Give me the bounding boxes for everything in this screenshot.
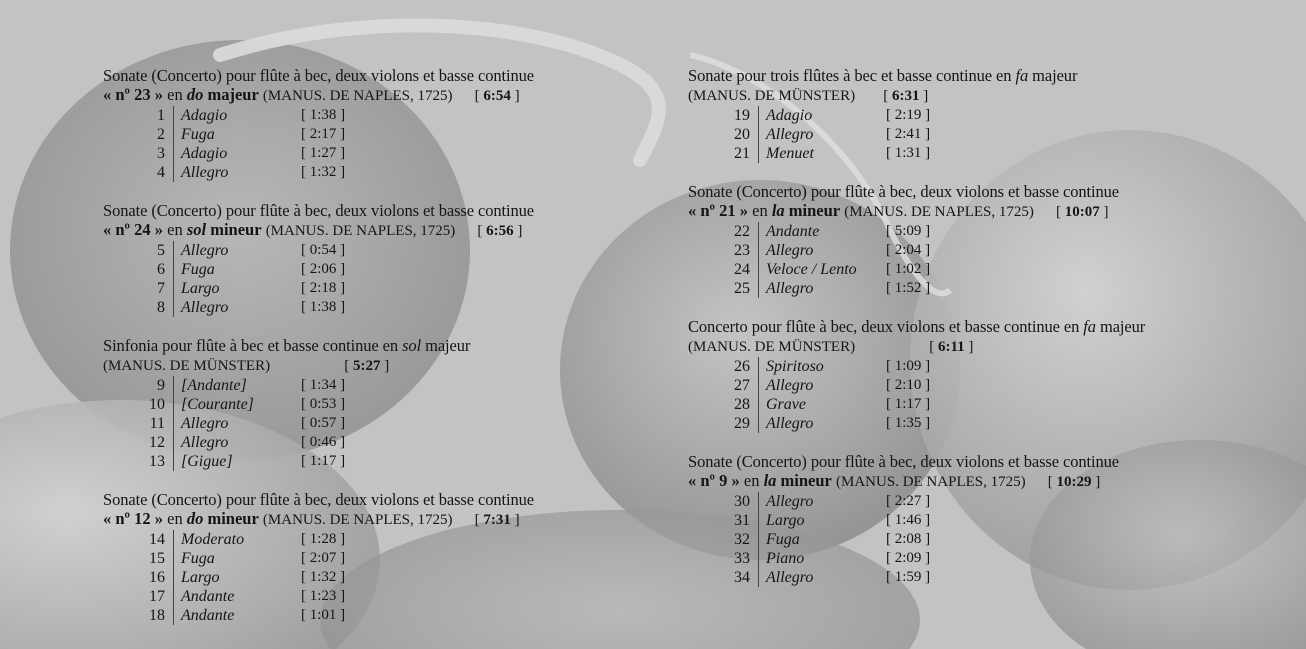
track-duration: [ 2:04 ]	[886, 242, 931, 258]
track-number: 26	[734, 357, 750, 375]
track-movement: Allegro	[173, 433, 301, 452]
track-movement: Adagio	[173, 106, 301, 125]
track-duration: [ 1:09 ]	[886, 358, 931, 374]
track-number: 27	[734, 376, 750, 394]
track-number: 21	[734, 144, 750, 162]
track-duration: [ 1:35 ]	[886, 415, 931, 431]
track-movement: Allegro	[758, 492, 886, 511]
work-title-key: fa	[1015, 66, 1029, 85]
work-source: (MANUS. DE MÜNSTER)	[688, 339, 856, 355]
track-movement: Adagio	[758, 106, 886, 125]
work-en: en	[743, 471, 764, 490]
right-column	[688, 66, 1145, 606]
track-duration: [ 1:38 ]	[301, 299, 346, 315]
work-concerto-fa	[688, 317, 1145, 433]
track-row	[103, 549, 534, 568]
track-row	[688, 530, 1145, 549]
track-number: 12	[149, 433, 165, 451]
work-duration: [ 10:29 ]	[1047, 474, 1101, 490]
track-duration: [ 1:23 ]	[301, 588, 346, 604]
track-movement: Fuga	[758, 530, 886, 549]
track-duration: [ 1:01 ]	[301, 607, 346, 623]
track-row	[103, 530, 534, 549]
track-duration: [ 0:54 ]	[301, 242, 346, 258]
track-number: 19	[734, 106, 750, 124]
track-number: 6	[157, 260, 165, 278]
track-number: 15	[149, 549, 165, 567]
track-duration: [ 2:17 ]	[301, 126, 346, 142]
track-list	[688, 492, 1145, 587]
work-sonate-no12	[103, 490, 534, 625]
work-title-key: fa	[1083, 317, 1096, 336]
track-list	[103, 106, 534, 182]
track-duration: [ 1:17 ]	[886, 396, 931, 412]
work-source: (MANUS. DE NAPLES, 1725)	[262, 88, 453, 104]
track-duration: [ 1:32 ]	[301, 569, 346, 585]
track-row	[688, 222, 1145, 241]
work-title-pre: Concerto pour flûte à bec, deux violons et basse continue en	[688, 317, 1080, 336]
work-duration: [ 6:11 ]	[929, 339, 974, 355]
work-en: en	[752, 201, 772, 220]
work-en: en	[167, 220, 187, 239]
track-number: 5	[157, 241, 165, 259]
track-row	[103, 395, 534, 414]
work-source: (MANUS. DE NAPLES, 1725)	[844, 204, 1034, 220]
track-number: 31	[734, 511, 750, 529]
track-row	[103, 106, 534, 125]
work-duration: [ 6:56 ]	[477, 223, 523, 239]
track-movement: Allegro	[173, 414, 301, 433]
track-row	[688, 260, 1145, 279]
work-subtitle	[103, 355, 534, 376]
track-duration: [ 2:19 ]	[886, 107, 931, 123]
work-title: Sonate (Concerto) pour flûte à bec, deux violons et basse continue	[103, 490, 534, 509]
left-column	[103, 66, 534, 644]
track-movement: Piano	[758, 549, 886, 568]
track-row	[103, 125, 534, 144]
track-number: 22	[734, 222, 750, 240]
work-title-post: majeur	[1032, 66, 1078, 85]
work-title	[688, 317, 1145, 336]
work-title-pre: Sonate pour trois flûtes à bec et basse continue en	[688, 66, 1012, 85]
track-row	[688, 511, 1145, 530]
track-row	[688, 357, 1145, 376]
track-number: 30	[734, 492, 750, 510]
work-key: la	[763, 471, 777, 490]
work-subtitle	[688, 201, 1145, 222]
work-duration: [ 5:27 ]	[344, 358, 390, 374]
track-row	[103, 376, 534, 395]
track-number: 34	[734, 568, 750, 586]
work-subtitle	[688, 471, 1145, 492]
track-duration: [ 1:02 ]	[886, 261, 931, 277]
work-title-key: sol	[402, 336, 422, 355]
track-movement: [Gigue]	[173, 452, 301, 471]
track-movement: Grave	[758, 395, 886, 414]
track-number: 16	[149, 568, 165, 586]
track-movement: Allegro	[758, 376, 886, 395]
track-movement: Andante	[758, 222, 886, 241]
track-duration: [ 0:53 ]	[301, 396, 346, 412]
track-row	[103, 144, 534, 163]
work-source: (MANUS. DE MÜNSTER)	[688, 88, 856, 104]
track-number: 2	[157, 125, 165, 143]
track-row	[688, 279, 1145, 298]
track-movement: Allegro	[173, 298, 301, 317]
track-row	[103, 163, 534, 182]
track-duration: [ 5:09 ]	[886, 223, 931, 239]
track-row	[688, 395, 1145, 414]
work-sonate-no21	[688, 182, 1145, 298]
work-mode: majeur	[207, 85, 259, 104]
work-title-pre: Sinfonia pour flûte à bec et basse continue en	[103, 336, 399, 355]
track-list	[688, 222, 1145, 298]
track-duration: [ 2:18 ]	[301, 280, 346, 296]
track-movement: Andante	[173, 587, 301, 606]
track-duration: [ 1:28 ]	[301, 531, 346, 547]
work-duration: [ 7:31 ]	[474, 512, 520, 528]
track-row	[688, 106, 1145, 125]
track-duration: [ 1:17 ]	[301, 453, 346, 469]
work-sonate-no23	[103, 66, 534, 182]
track-movement: Adagio	[173, 144, 301, 163]
work-title	[103, 336, 534, 355]
track-number: 28	[734, 395, 750, 413]
track-number: 3	[157, 144, 165, 162]
track-movement: Largo	[173, 568, 301, 587]
track-duration: [ 2:08 ]	[886, 531, 931, 547]
track-row	[103, 414, 534, 433]
work-key: la	[771, 201, 785, 220]
track-number: 11	[149, 414, 165, 432]
track-number: 25	[734, 279, 750, 297]
track-duration: [ 1:27 ]	[301, 145, 346, 161]
track-row	[688, 241, 1145, 260]
track-movement: Moderato	[173, 530, 301, 549]
work-key: do	[186, 85, 204, 104]
work-title-post: majeur	[425, 336, 471, 355]
work-subtitle	[103, 220, 534, 241]
track-duration: [ 1:46 ]	[886, 512, 931, 528]
track-number: 13	[149, 452, 165, 470]
track-movement: Allegro	[173, 241, 301, 260]
work-title: Sonate (Concerto) pour flûte à bec, deux violons et basse continue	[103, 66, 534, 85]
track-duration: [ 2:27 ]	[886, 493, 931, 509]
track-movement: Allegro	[758, 241, 886, 260]
track-list	[103, 241, 534, 317]
track-row	[103, 241, 534, 260]
track-duration: [ 2:07 ]	[301, 550, 346, 566]
work-key: do	[186, 509, 204, 528]
track-number: 33	[734, 549, 750, 567]
track-list	[103, 530, 534, 625]
work-mode: mineur	[210, 220, 262, 239]
work-duration: [ 10:07 ]	[1055, 204, 1109, 220]
work-number: « nº 21 »	[688, 201, 748, 220]
work-source: (MANUS. DE NAPLES, 1725)	[262, 512, 453, 528]
track-number: 10	[149, 395, 165, 413]
track-number: 9	[157, 376, 165, 394]
work-subtitle	[103, 509, 534, 530]
track-number: 4	[157, 163, 165, 181]
track-duration: [ 0:57 ]	[301, 415, 346, 431]
work-title-post: majeur	[1099, 317, 1146, 336]
work-source: (MANUS. DE MÜNSTER)	[103, 358, 271, 374]
track-number: 17	[149, 587, 165, 605]
track-duration: [ 1:32 ]	[301, 164, 346, 180]
track-movement: Fuga	[173, 260, 301, 279]
work-sonate-trois-flutes	[688, 66, 1145, 163]
track-number: 32	[734, 530, 750, 548]
track-duration: [ 1:34 ]	[301, 377, 346, 393]
track-row	[688, 549, 1145, 568]
work-number: « nº 23 »	[103, 85, 163, 104]
track-movement: [Andante]	[173, 376, 301, 395]
work-title: Sonate (Concerto) pour flûte à bec, deux violons et basse continue	[103, 201, 534, 220]
track-row	[103, 568, 534, 587]
track-number: 7	[157, 279, 165, 297]
work-key: sol	[186, 220, 207, 239]
track-row	[688, 568, 1145, 587]
track-duration: [ 1:31 ]	[886, 145, 931, 161]
track-duration: [ 2:41 ]	[886, 126, 931, 142]
work-duration: [ 6:31 ]	[883, 88, 929, 104]
work-subtitle	[688, 336, 1145, 357]
track-row	[688, 376, 1145, 395]
work-number: « nº 24 »	[103, 220, 163, 239]
track-list	[103, 376, 534, 471]
track-duration: [ 1:38 ]	[301, 107, 346, 123]
track-movement: Allegro	[758, 568, 886, 587]
work-en: en	[167, 509, 187, 528]
track-number: 24	[734, 260, 750, 278]
track-number: 29	[734, 414, 750, 432]
track-movement: Allegro	[758, 125, 886, 144]
work-number: « nº 12 »	[103, 509, 163, 528]
track-duration: [ 2:09 ]	[886, 550, 931, 566]
work-subtitle	[103, 85, 534, 106]
track-duration: [ 0:46 ]	[301, 434, 346, 450]
track-number: 1	[157, 106, 165, 124]
track-movement: Largo	[758, 511, 886, 530]
track-row	[103, 433, 534, 452]
work-number: « nº 9 »	[688, 471, 740, 490]
track-row	[103, 279, 534, 298]
track-list	[688, 357, 1145, 433]
track-movement: Veloce / Lento	[758, 260, 886, 279]
track-movement: Spiritoso	[758, 357, 886, 376]
work-title: Sonate (Concerto) pour flûte à bec, deux violons et basse continue	[688, 452, 1119, 471]
track-movement: [Courante]	[173, 395, 301, 414]
track-number: 23	[734, 241, 750, 259]
track-row	[103, 298, 534, 317]
track-movement: Allegro	[758, 414, 886, 433]
track-row	[103, 260, 534, 279]
work-source: (MANUS. DE NAPLES, 1725)	[265, 223, 456, 239]
track-row	[103, 587, 534, 606]
track-movement: Allegro	[758, 279, 886, 298]
work-duration: [ 6:54 ]	[474, 88, 520, 104]
track-duration: [ 1:52 ]	[886, 280, 931, 296]
track-row	[688, 144, 1145, 163]
track-number: 18	[149, 606, 165, 624]
track-movement: Largo	[173, 279, 301, 298]
track-duration: [ 2:10 ]	[886, 377, 931, 393]
track-movement: Fuga	[173, 125, 301, 144]
track-row	[103, 452, 534, 471]
work-title: Sonate (Concerto) pour flûte à bec, deux violons et basse continue	[688, 182, 1119, 201]
work-title	[688, 66, 1145, 85]
track-row	[688, 492, 1145, 511]
track-number: 8	[157, 298, 165, 316]
work-source: (MANUS. DE NAPLES, 1725)	[836, 474, 1026, 490]
work-mode: mineur	[788, 201, 841, 220]
track-row	[688, 414, 1145, 433]
track-number: 14	[149, 530, 165, 548]
track-duration: [ 1:59 ]	[886, 569, 931, 585]
track-row	[688, 125, 1145, 144]
track-movement: Allegro	[173, 163, 301, 182]
track-number: 20	[734, 125, 750, 143]
work-subtitle	[688, 85, 1145, 106]
work-sonate-no24	[103, 201, 534, 317]
track-row	[103, 606, 534, 625]
track-list	[688, 106, 1145, 163]
track-movement: Andante	[173, 606, 301, 625]
work-sinfonia-sol	[103, 336, 534, 471]
work-mode: mineur	[780, 471, 832, 490]
work-en: en	[167, 85, 187, 104]
work-sonate-no9	[688, 452, 1145, 587]
work-mode: mineur	[207, 509, 259, 528]
track-movement: Fuga	[173, 549, 301, 568]
track-duration: [ 2:06 ]	[301, 261, 346, 277]
track-movement: Menuet	[758, 144, 886, 163]
